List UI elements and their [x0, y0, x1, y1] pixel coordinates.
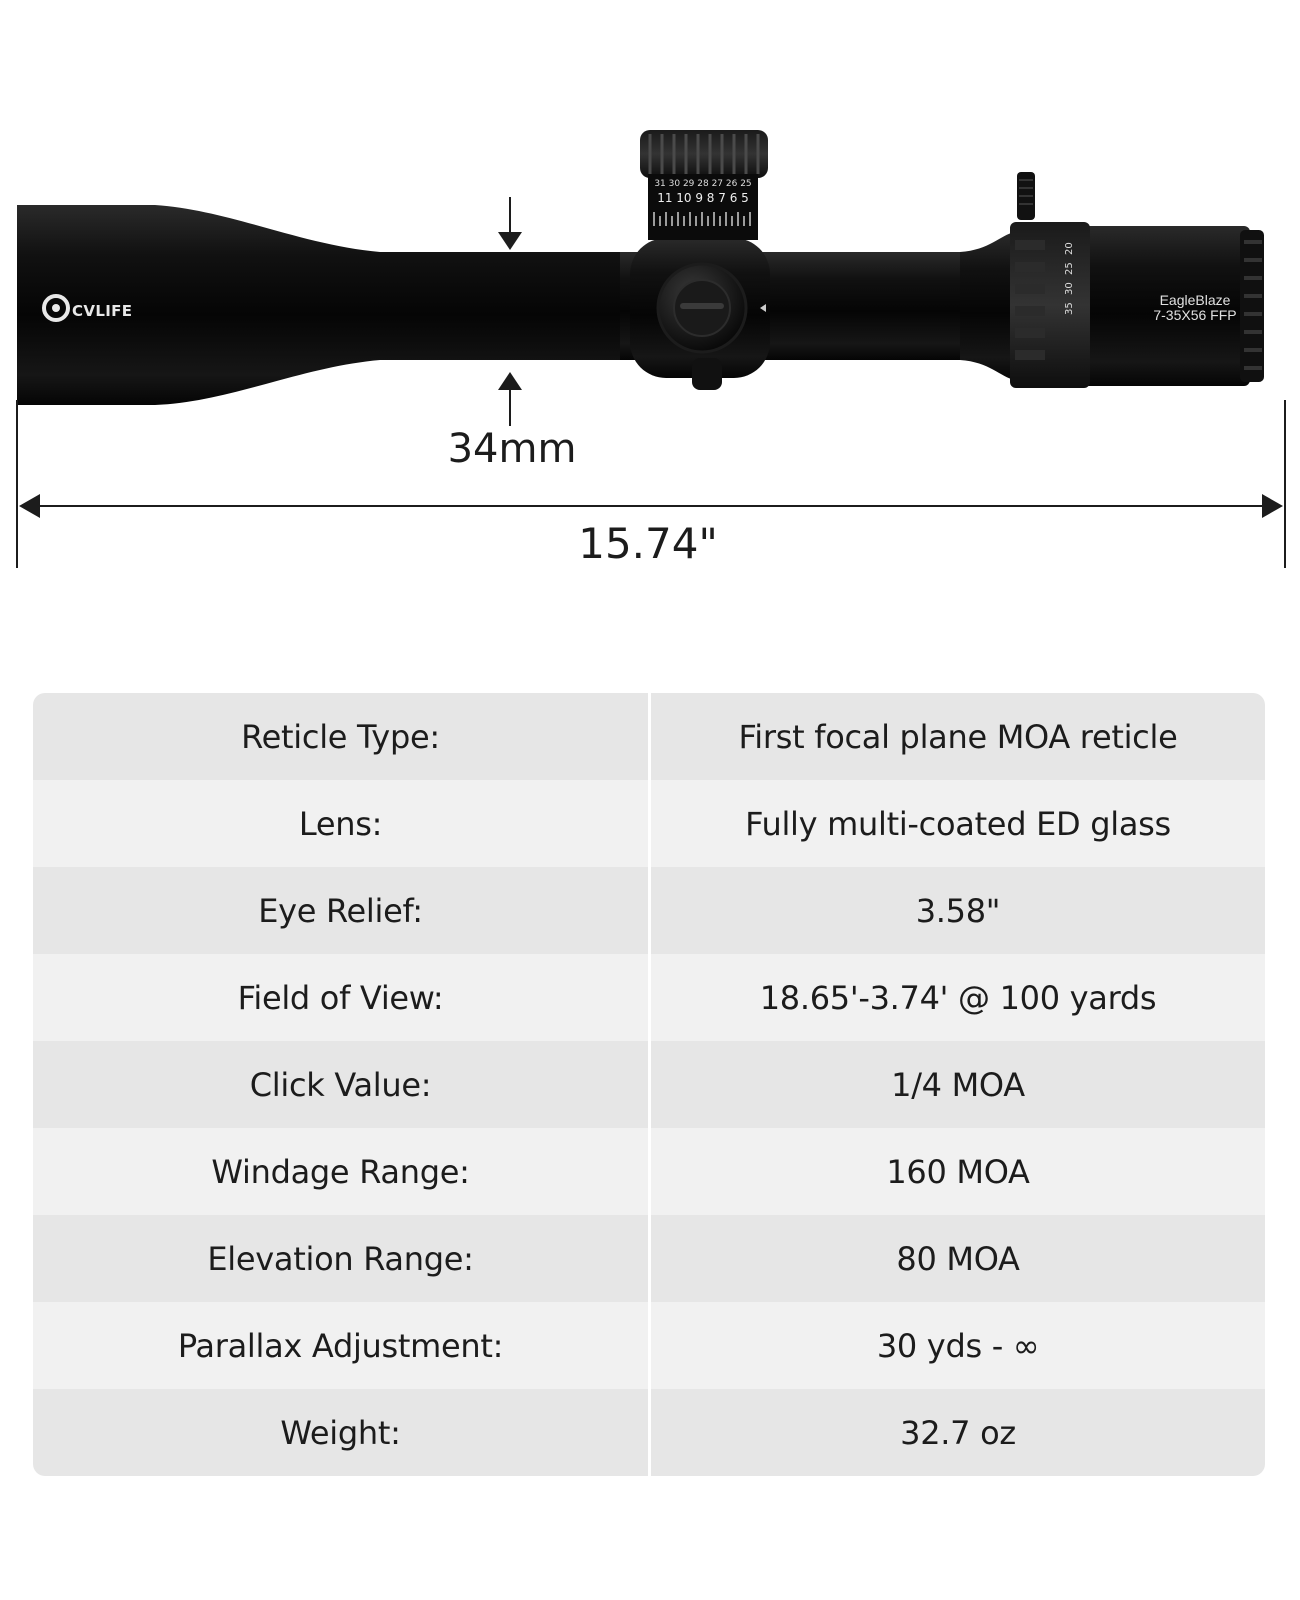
spec-label: Weight: [280, 1413, 401, 1452]
arrow-right-icon [1262, 494, 1283, 518]
turret-scale-top: 31 30 29 28 27 26 25 [654, 179, 752, 189]
turret-scale-bottom: 11 10 9 8 7 6 5 [657, 191, 749, 205]
spec-value: 3.58" [915, 891, 1001, 930]
spec-row-field-of-view [33, 954, 1265, 1041]
spec-value: Fully multi-coated ED glass [745, 804, 1171, 843]
spec-row-parallax-adjustment [33, 1302, 1265, 1389]
spec-row-click-value [33, 1041, 1265, 1128]
spec-label: Reticle Type: [241, 717, 440, 756]
spec-label: Parallax Adjustment: [177, 1326, 504, 1365]
tube-diameter-label: 34mm [447, 426, 577, 472]
spec-value: First focal plane MOA reticle [738, 717, 1178, 756]
turret-assembly [630, 130, 770, 390]
overall-length-label: 15.74" [578, 519, 718, 568]
scope-figure [0, 0, 1300, 600]
spec-label: Eye Relief: [258, 891, 423, 930]
mag-mark-20: 20 [1064, 242, 1075, 255]
spec-label: Windage Range: [211, 1152, 470, 1191]
brand-name: CVLIFE [72, 302, 132, 320]
spec-label: Field of View: [237, 978, 444, 1017]
spec-value: 160 MOA [886, 1152, 1030, 1191]
spec-row-elevation-range [33, 1215, 1265, 1302]
spec-row-weight [33, 1389, 1265, 1476]
spec-value: 30 yds - ∞ [876, 1326, 1040, 1365]
spec-table [33, 693, 1265, 1476]
spec-label: Lens: [298, 804, 383, 843]
spec-row-lens [33, 780, 1265, 867]
mag-mark-30: 30 [1064, 282, 1075, 295]
spec-value: 32.7 oz [900, 1413, 1016, 1452]
spec-row-windage-range [33, 1128, 1265, 1215]
mag-mark-35: 35 [1064, 302, 1075, 315]
model-name: EagleBlaze [1159, 292, 1231, 308]
spec-label: Elevation Range: [207, 1239, 474, 1278]
arrow-down-icon [498, 232, 522, 250]
arrow-left-icon [19, 494, 40, 518]
spec-value: 80 MOA [896, 1239, 1020, 1278]
overall-length-callout [17, 400, 1285, 568]
model-spec: 7-35X56 FFP [1153, 307, 1237, 323]
spec-row-eye-relief [33, 867, 1265, 954]
spec-value: 18.65'-3.74' @ 100 yards [759, 978, 1157, 1017]
spec-label: Click Value: [249, 1065, 432, 1104]
arrow-up-icon [498, 372, 522, 390]
mag-mark-25: 25 [1064, 262, 1075, 275]
spec-value: 1/4 MOA [891, 1065, 1025, 1104]
magnification-ring [1010, 172, 1090, 388]
spec-row-reticle-type [33, 693, 1265, 780]
